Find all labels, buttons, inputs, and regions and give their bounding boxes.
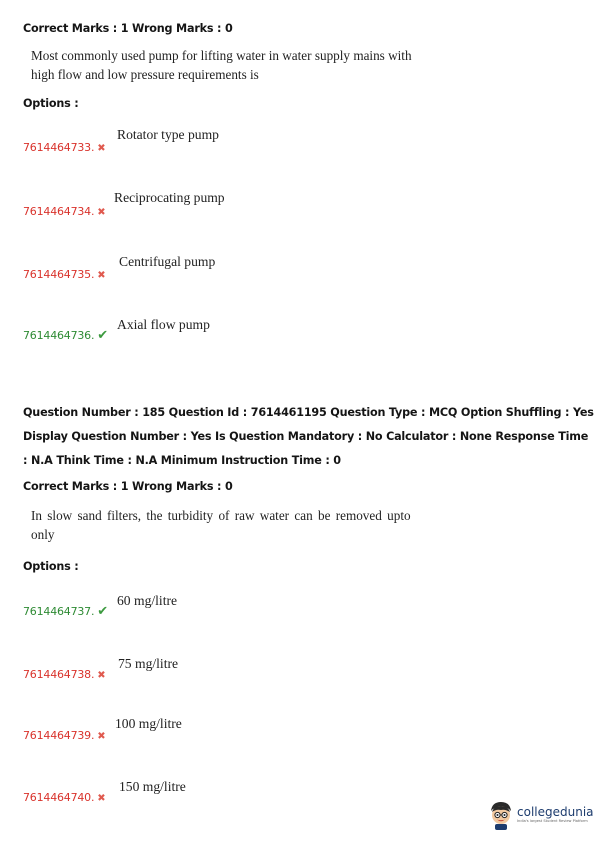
- q184-option-3[interactable]: [23, 263, 106, 282]
- cross-icon: ✖: [97, 143, 106, 154]
- logo-text-group: [517, 806, 594, 824]
- q185-option-1-text: 60 mg/litre: [117, 593, 178, 608]
- cross-icon: ✖: [97, 670, 106, 681]
- logo-name: collegedunia: [517, 805, 594, 819]
- q185-option-4[interactable]: [23, 786, 106, 805]
- q185-marks: Correct Marks : 1 Wrong Marks : 0: [23, 480, 233, 493]
- option-id: 7614464737.: [23, 605, 95, 618]
- q184-question-line-2: high flow and low pressure requirements is: [31, 67, 259, 82]
- q185-option-4-text: 150 mg/litre: [119, 779, 186, 794]
- q185-option-2[interactable]: [23, 663, 106, 682]
- option-id: 7614464736.: [23, 329, 95, 342]
- q185-option-3[interactable]: [23, 724, 106, 743]
- q185-options-label: Options :: [23, 560, 79, 573]
- check-icon: ✔: [97, 604, 109, 619]
- collegedunia-logo: [488, 800, 594, 830]
- q185-option-3-text: 100 mg/litre: [115, 716, 182, 731]
- logo-tagline: India's largest Student Review Platform: [517, 819, 588, 823]
- q184-option-1-text: Rotator type pump: [117, 127, 219, 142]
- option-id: 7614464735.: [23, 268, 95, 281]
- option-id: 7614464738.: [23, 668, 95, 681]
- q184-option-1[interactable]: [23, 136, 106, 155]
- cross-icon: ✖: [97, 731, 106, 742]
- q184-option-2-text: Reciprocating pump: [114, 190, 225, 205]
- q185-option-2-text: 75 mg/litre: [118, 656, 179, 671]
- cross-icon: ✖: [97, 207, 106, 218]
- q185-header-line-2: Display Question Number : Yes Is Question Mandatory : No Calculator : None Response Time: [23, 430, 589, 443]
- option-id: 7614464740.: [23, 791, 95, 804]
- q185-question-text: [31, 506, 511, 544]
- q185-header-line-3: : N.A Think Time : N.A Minimum Instruction Time : 0: [23, 454, 341, 467]
- q184-options-label: Options :: [23, 97, 79, 110]
- check-icon: ✔: [97, 328, 109, 343]
- option-id: 7614464734.: [23, 205, 95, 218]
- q185-option-1[interactable]: [23, 600, 108, 619]
- option-id: 7614464739.: [23, 729, 95, 742]
- q185-question-line-1: In slow sand filters, the turbidity of raw water can be removed upto: [31, 508, 411, 523]
- q184-option-4-text: Axial flow pump: [117, 317, 210, 332]
- cross-icon: ✖: [97, 793, 106, 804]
- q184-option-2[interactable]: [23, 200, 106, 219]
- mascot-icon: [488, 800, 514, 830]
- q184-option-4[interactable]: [23, 324, 108, 343]
- q184-marks: Correct Marks : 1 Wrong Marks : 0: [23, 22, 233, 35]
- q185-header-line-1: Question Number : 185 Question Id : 7614461195 Question Type : MCQ Option Shuffling : Yes: [23, 406, 594, 419]
- q184-option-3-text: Centrifugal pump: [119, 254, 216, 269]
- cross-icon: ✖: [97, 270, 106, 281]
- q185-question-line-2: only: [31, 527, 55, 542]
- option-id: 7614464733.: [23, 141, 95, 154]
- q184-question-text: [31, 46, 511, 84]
- q184-question-line-1: Most commonly used pump for lifting water in water supply mains with: [31, 48, 412, 63]
